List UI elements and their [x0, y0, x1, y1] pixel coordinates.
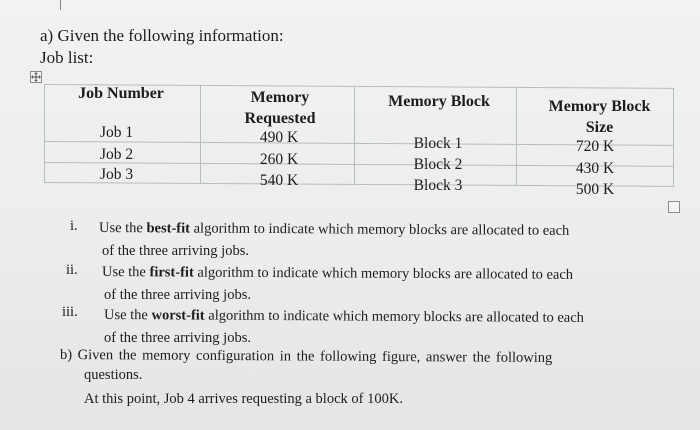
question-text — [104, 307, 584, 327]
question-pre: Use the — [101, 264, 150, 281]
part-a-heading: a) Given the following information: — [40, 26, 284, 45]
requested-cell: 490 K — [259, 129, 299, 146]
question-pre: Use the — [98, 220, 147, 237]
question-text — [102, 264, 573, 284]
header-block-size-line1: Memory Block — [548, 98, 651, 115]
resize-handle-icon[interactable] — [668, 201, 680, 213]
algorithm-name: best-fit — [146, 220, 191, 237]
size-cell: 500 K — [575, 181, 615, 198]
algorithm-name: worst-fit — [151, 307, 205, 324]
question-number: ii. — [66, 262, 78, 278]
part-b-line2: questions. — [84, 367, 143, 383]
block-cell: Block 3 — [413, 177, 463, 194]
block-cell: Block 1 — [413, 135, 463, 152]
header-memory-requested-line2: Requested — [244, 110, 316, 127]
header-job-number: Job Number — [78, 85, 164, 102]
part-b-line3: At this point, Job 4 arrives requesting a block of 100K. — [84, 391, 403, 407]
question-continuation: of the three arriving jobs. — [104, 287, 251, 303]
question-continuation: of the three arriving jobs. — [102, 243, 249, 259]
header-memory-requested-line1: Memory — [250, 89, 310, 106]
algorithm-name: first-fit — [149, 264, 194, 281]
question-number: i. — [70, 218, 78, 234]
job-cell: Job 1 — [100, 124, 134, 141]
move-icon[interactable] — [30, 71, 42, 83]
question-pre: Use the — [103, 307, 152, 324]
question-continuation: of the three arriving jobs. — [104, 330, 251, 346]
requested-cell: 540 K — [259, 172, 299, 189]
requested-cell: 260 K — [259, 151, 299, 168]
part-b-line1: b) Given the memory configuration in the following figure, answer the following — [59, 347, 553, 367]
header-memory-block: Memory Block — [388, 93, 490, 110]
page-tick — [60, 0, 61, 10]
table-col-divider — [200, 85, 201, 183]
job-cell: Job 2 — [100, 146, 134, 163]
block-cell: Block 2 — [413, 156, 463, 173]
question-text — [99, 220, 569, 240]
table-border-left — [44, 84, 45, 182]
job-cell: Job 3 — [100, 166, 134, 183]
question-post: algorithm to indicate which memory blocks are allocated to each — [193, 264, 574, 283]
job-list-label: Job list: — [40, 48, 94, 67]
question-post: algorithm to indicate which memory blocks are allocated to each — [204, 307, 584, 326]
size-cell: 430 K — [575, 160, 615, 177]
question-number: iii. — [62, 304, 78, 320]
header-block-size-line2: Size — [585, 119, 614, 136]
question-post: algorithm to indicate which memory blocks are allocated to each — [189, 220, 570, 239]
size-cell: 720 K — [575, 138, 615, 155]
